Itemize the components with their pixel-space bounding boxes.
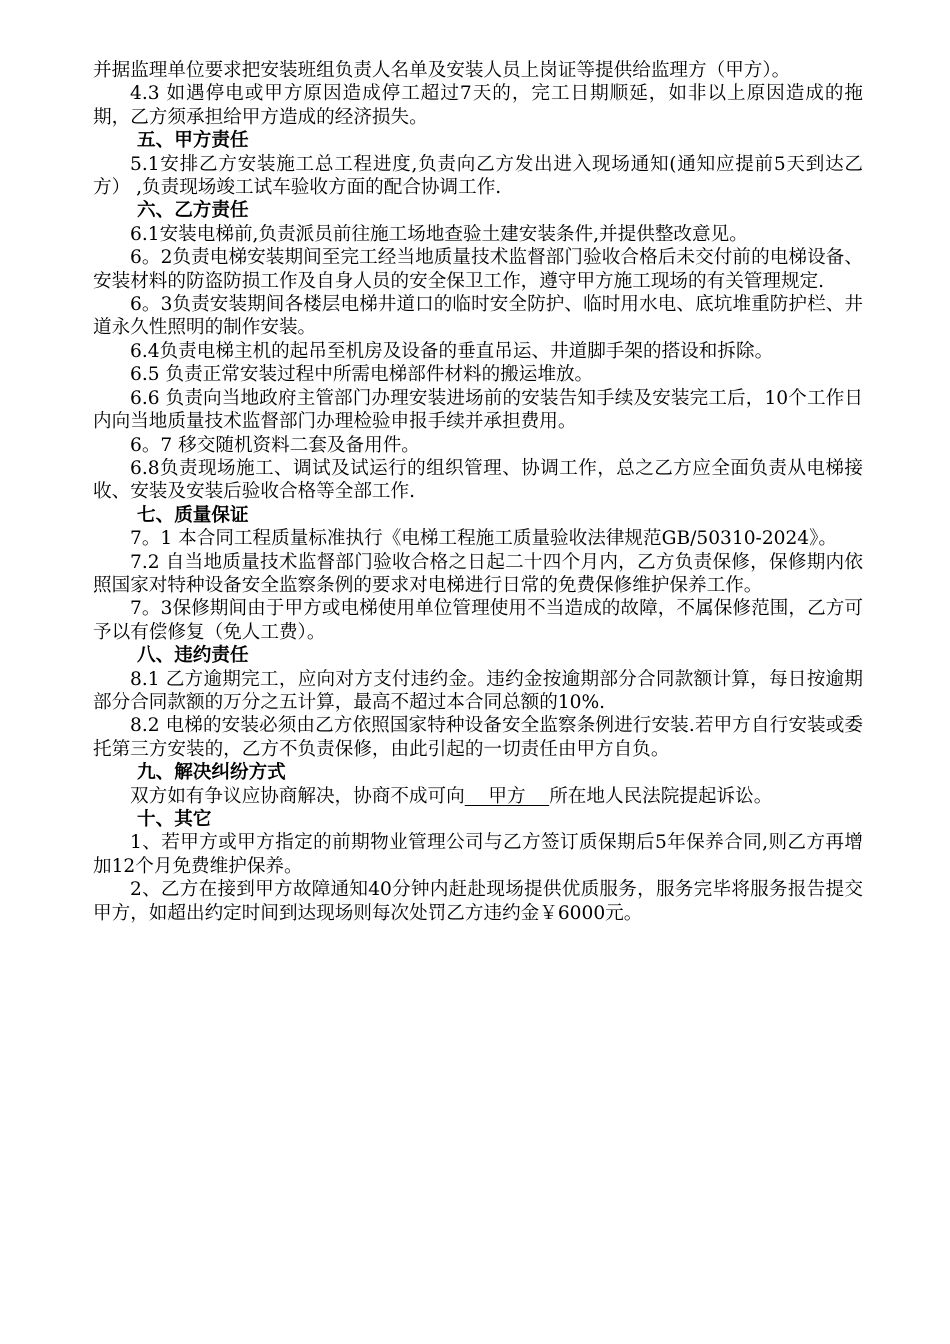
disputes-text-end: 所在地人民法院提起诉讼。 (549, 785, 773, 807)
clause-6-4: 6.4负责电梯主机的起吊至机房及设备的垂直吊运、井道脚手架的搭设和拆除。 (130, 340, 774, 362)
clause-8-1: 8.1 乙方逾期完工，应向对方支付违约金。违约金按逾期部分合同款额计算，每日按逾期部分合同款额的万分之五计算，最高不超过本合同总额的10%. (93, 668, 863, 713)
clause-6-1: 6.1安装电梯前,负责派员前往施工场地查验土建安装条件,并提供整改意见。 (130, 223, 748, 245)
section-heading-party-a: 五、甲方责任 (137, 130, 249, 152)
disputes-text-start: 双方如有争议应协商解决，协商不成可向 (130, 785, 465, 807)
clause-6-8: 6.8负责现场施工、调试及试运行的组织管理、协调工作，总之乙方应全面负责从电梯接收、安装及安装后验收合格等全部工作. (93, 457, 863, 503)
section-heading-breach: 八、违约责任 (137, 645, 249, 667)
section-heading-quality: 七、质量保证 (137, 504, 249, 526)
clause-7-2: 7.2 自当地质量技术监督部门验收合格之日起二十四个月内，乙方负责保修，保修期内依照国家对特种设备安全监察条例的要求对电梯进行日常的免费保修维护保养工作。 (93, 551, 863, 596)
clause-6-5: 6.5 负责正常安装过程中所需电梯部件材料的搬运堆放。 (130, 364, 594, 386)
clause-other-2: 2、乙方在接到甲方故障通知40分钟内赶赴现场提供优质服务，服务完毕将服务报告提交甲方，如超出约定时间到达现场则每次处罚乙方违约金￥6000元。 (93, 879, 863, 924)
document-body (93, 59, 863, 925)
section-heading-other: 十、其它 (137, 809, 212, 830)
clause-8-2: 8.2 电梯的安装必须由乙方依照国家特种设备安全监察条例进行安装.若甲方自行安装或委托第三方安装的，乙方不负责保修，由此引起的一切责任由甲方自负。 (93, 715, 863, 760)
disputes-court-party: 甲方 (464, 785, 550, 807)
clause-disputes (93, 785, 863, 808)
section-heading-party-b: 六、乙方责任 (137, 200, 249, 222)
clause-6-6: 6.6 负责向当地政府主管部门办理安装进场前的安装告知手续及安装完工后，10个工作日内向当地质量技术监督部门办理检验申报手续并承担费用。 (93, 387, 863, 433)
clause-6-3: 6。3负责安装期间各楼层电梯井道口的临时安全防护、临时用水电、底坑堆重防护栏、井道永久性照明的制作安装。 (93, 294, 863, 339)
clause-7-3: 7。3保修期间由于甲方或电梯使用单位管理使用不当造成的故障，不属保修范围，乙方可予以有偿修复（免人工费）。 (93, 598, 863, 643)
paragraph-supervision-list: 并据监理单位要求把安装班组负责人名单及安装人员上岗证等提供给监理方（甲方）。 (93, 60, 791, 81)
clause-5-1: 5.1安排乙方安装施工总工程进度,负责向乙方发出进入现场通知(通知应提前5天到达乙方） ,负责现场竣工试车验收方面的配合协调工作. (93, 153, 863, 199)
clause-7-1: 7。1 本合同工程质量标准执行《电梯工程施工质量验收法律规范GB/50310-2024》。 (130, 528, 838, 550)
clause-4-3: 4.3 如遇停电或甲方原因造成停工超过7天的，完工日期顺延，如非以上原因造成的拖期，乙方须承担给甲方造成的经济损失。 (93, 83, 863, 128)
clause-6-7: 6。7 移交随机资料二套及备用件。 (130, 434, 420, 456)
clause-6-2: 6。2负责电梯安装期间至完工经当地质量技术监督部门验收合格后未交付前的电梯设备、安装材料的防盗防损工作及自身人员的安全保卫工作，遵守甲方施工现场的有关管理规定. (93, 247, 863, 292)
section-heading-disputes: 九、解决纠纷方式 (137, 762, 286, 784)
clause-other-1: 1、若甲方或甲方指定的前期物业管理公司与乙方签订质保期后5年保养合同,则乙方再增加12个月免费维护保养。 (93, 832, 863, 877)
